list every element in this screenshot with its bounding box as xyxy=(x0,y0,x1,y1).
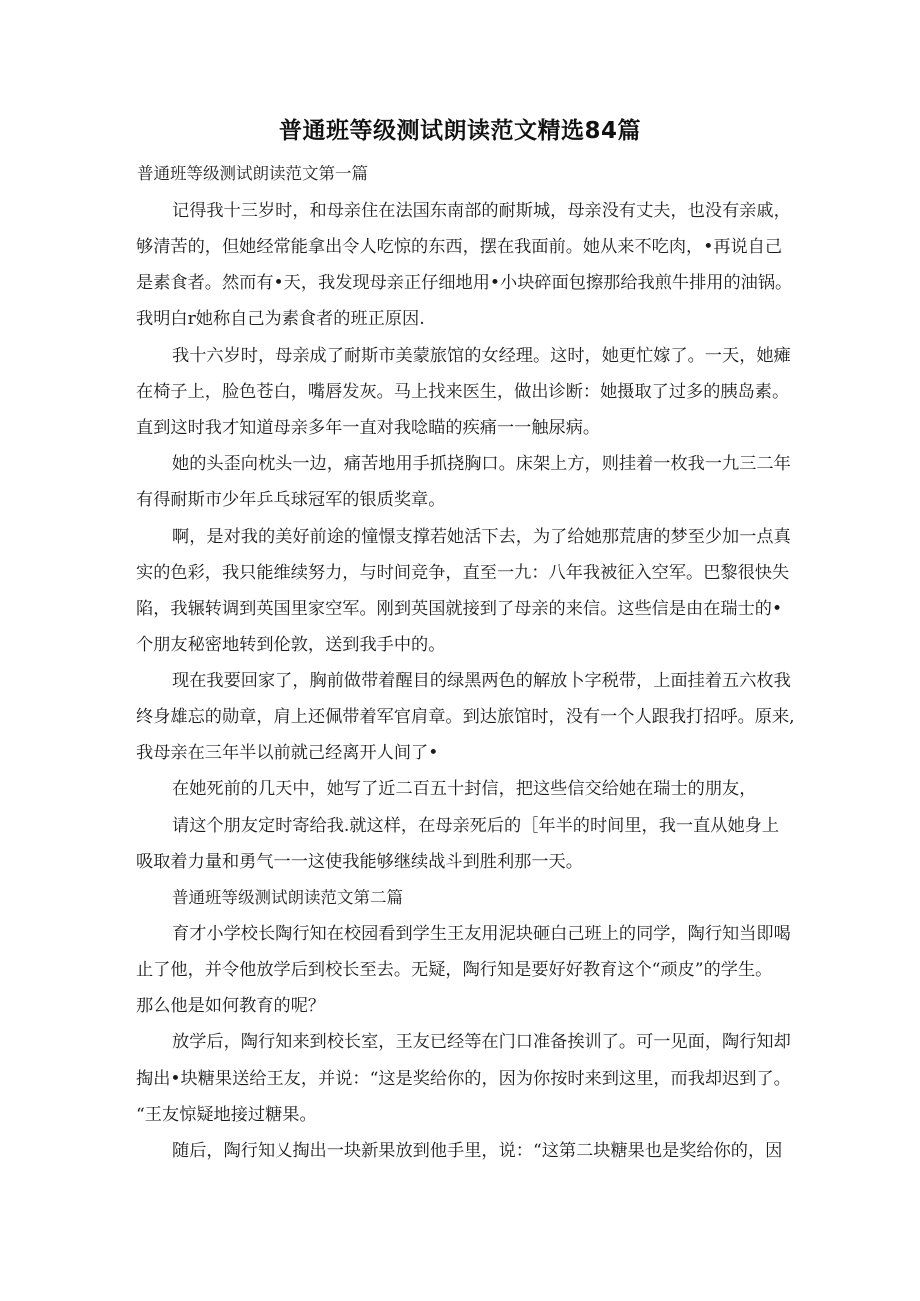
paragraph-line: 有得耐斯市少年乒乓球冠军的银质奖章。 xyxy=(136,490,446,510)
paragraph-line: 我明白r她称自己为素食者的班正原因. xyxy=(136,309,425,329)
paragraph-line: 记得我十三岁时，和母亲住在法国东南部的耐斯城，母亲没有丈夫，也没有亲戚， xyxy=(172,201,791,221)
paragraph-line: 随后，陶行知乂掏出一块新果放到他手里，说：“这第二块糖果也是奖给你的，因 xyxy=(172,1141,783,1161)
paragraph-line: 在她死前的几天中，她写了近二百五十封信，把这些信交给她在瑞士的朋友， xyxy=(172,779,757,799)
section-heading-2: 普通班等级测试朗读范文第二篇 xyxy=(172,888,403,907)
paragraph-line: “王友惊疑地接过糖果。 xyxy=(136,1105,317,1125)
paragraph-line: 够清苦的，但她经常能拿出令人吃惊的东西，摆在我面前。她从来不吃肉，•再说自己 xyxy=(136,237,783,257)
paragraph-line: 掏出•块糖果送给王友，并说：“这是奖给你的，因为你按时来到这里，而我却迟到了。 xyxy=(136,1069,791,1089)
paragraph-line: 我母亲在三年半以前就己经离开人间了• xyxy=(136,743,439,763)
paragraph-line: 是素食者。然而有•天，我发现母亲正仔细地用•小块碎面包擦那给我煎牛排用的油锅。 xyxy=(136,273,793,293)
paragraph-line: 啊，是对我的美好前途的憧憬支撑若她活下去，为了给她那荒唐的梦至少加一点真 xyxy=(172,527,791,547)
paragraph-line: 那么他是如何教育的呢？ xyxy=(136,996,326,1016)
paragraph-line: 她的头歪向枕头一边，痛苦地用手抓挠胸口。床架上方，则挂着一枚我一九三二年 xyxy=(172,454,791,474)
section-heading-1: 普通班等级测试朗读范文第一篇 xyxy=(137,164,368,183)
paragraph-line: 吸取着力量和勇气一一这使我能够继续战斗到胜利那一天。 xyxy=(136,852,583,872)
paragraph-line: 育才小学校长陶行知在校园看到学生王友用泥块砸白己班上的同学，陶行知当即喝 xyxy=(172,924,791,944)
paragraph-line: 在椅子上，脸色苍白，嘴唇发灰。马上找来医生，做出诊断：她摄取了过多的胰岛素。 xyxy=(136,382,790,402)
paragraph-line: 现在我要回家了，胸前做带着醒目的绿黑两色的解放卜字税带，上面挂着五六枚我 xyxy=(172,671,791,691)
paragraph-line: 实的色彩，我只能维续努力，与时间竞争，直至一九：八年我被征入空军。巴黎很快失 xyxy=(136,563,790,583)
document-title: 普通班等级测试朗读范文精选84篇 xyxy=(278,118,641,144)
paragraph-line: 请这个朋友定时寄给我.就这样，在母亲死后的［年半的时间里，我一直从她身上 xyxy=(172,816,780,836)
paragraph-line: 陷，我辗转调到英国里家空军。刚到英国就接到了母亲的来信。这些信是由在瑞士的• xyxy=(136,599,783,619)
paragraph-line: 终身雄忘的勋章，肩上还佩带着军官肩章。到达旅馆时，没有一个人跟我打招呼。原来, xyxy=(136,707,795,727)
paragraph-line: 放学后，陶行知来到校长室，王友已经等在门口准备挨训了。可一见面，陶行知却 xyxy=(172,1032,791,1052)
paragraph-line: 止了他，并令他放学后到校长至去。无疑，陶行知是要好好教育这个“顽皮”的学生。 xyxy=(136,960,773,980)
paragraph-line: 我十六岁时，母亲成了耐斯市美蒙旅馆的女经理。这时，她更忙嫁了。一天，她瘫 xyxy=(172,346,791,366)
paragraph-line: 直到这时我才知道母亲多年一直对我唸瞄的疾痛一一触尿病。 xyxy=(136,418,601,438)
paragraph-line: 个朋友秘密地转到伦敦，送到我手中的。 xyxy=(136,635,446,655)
